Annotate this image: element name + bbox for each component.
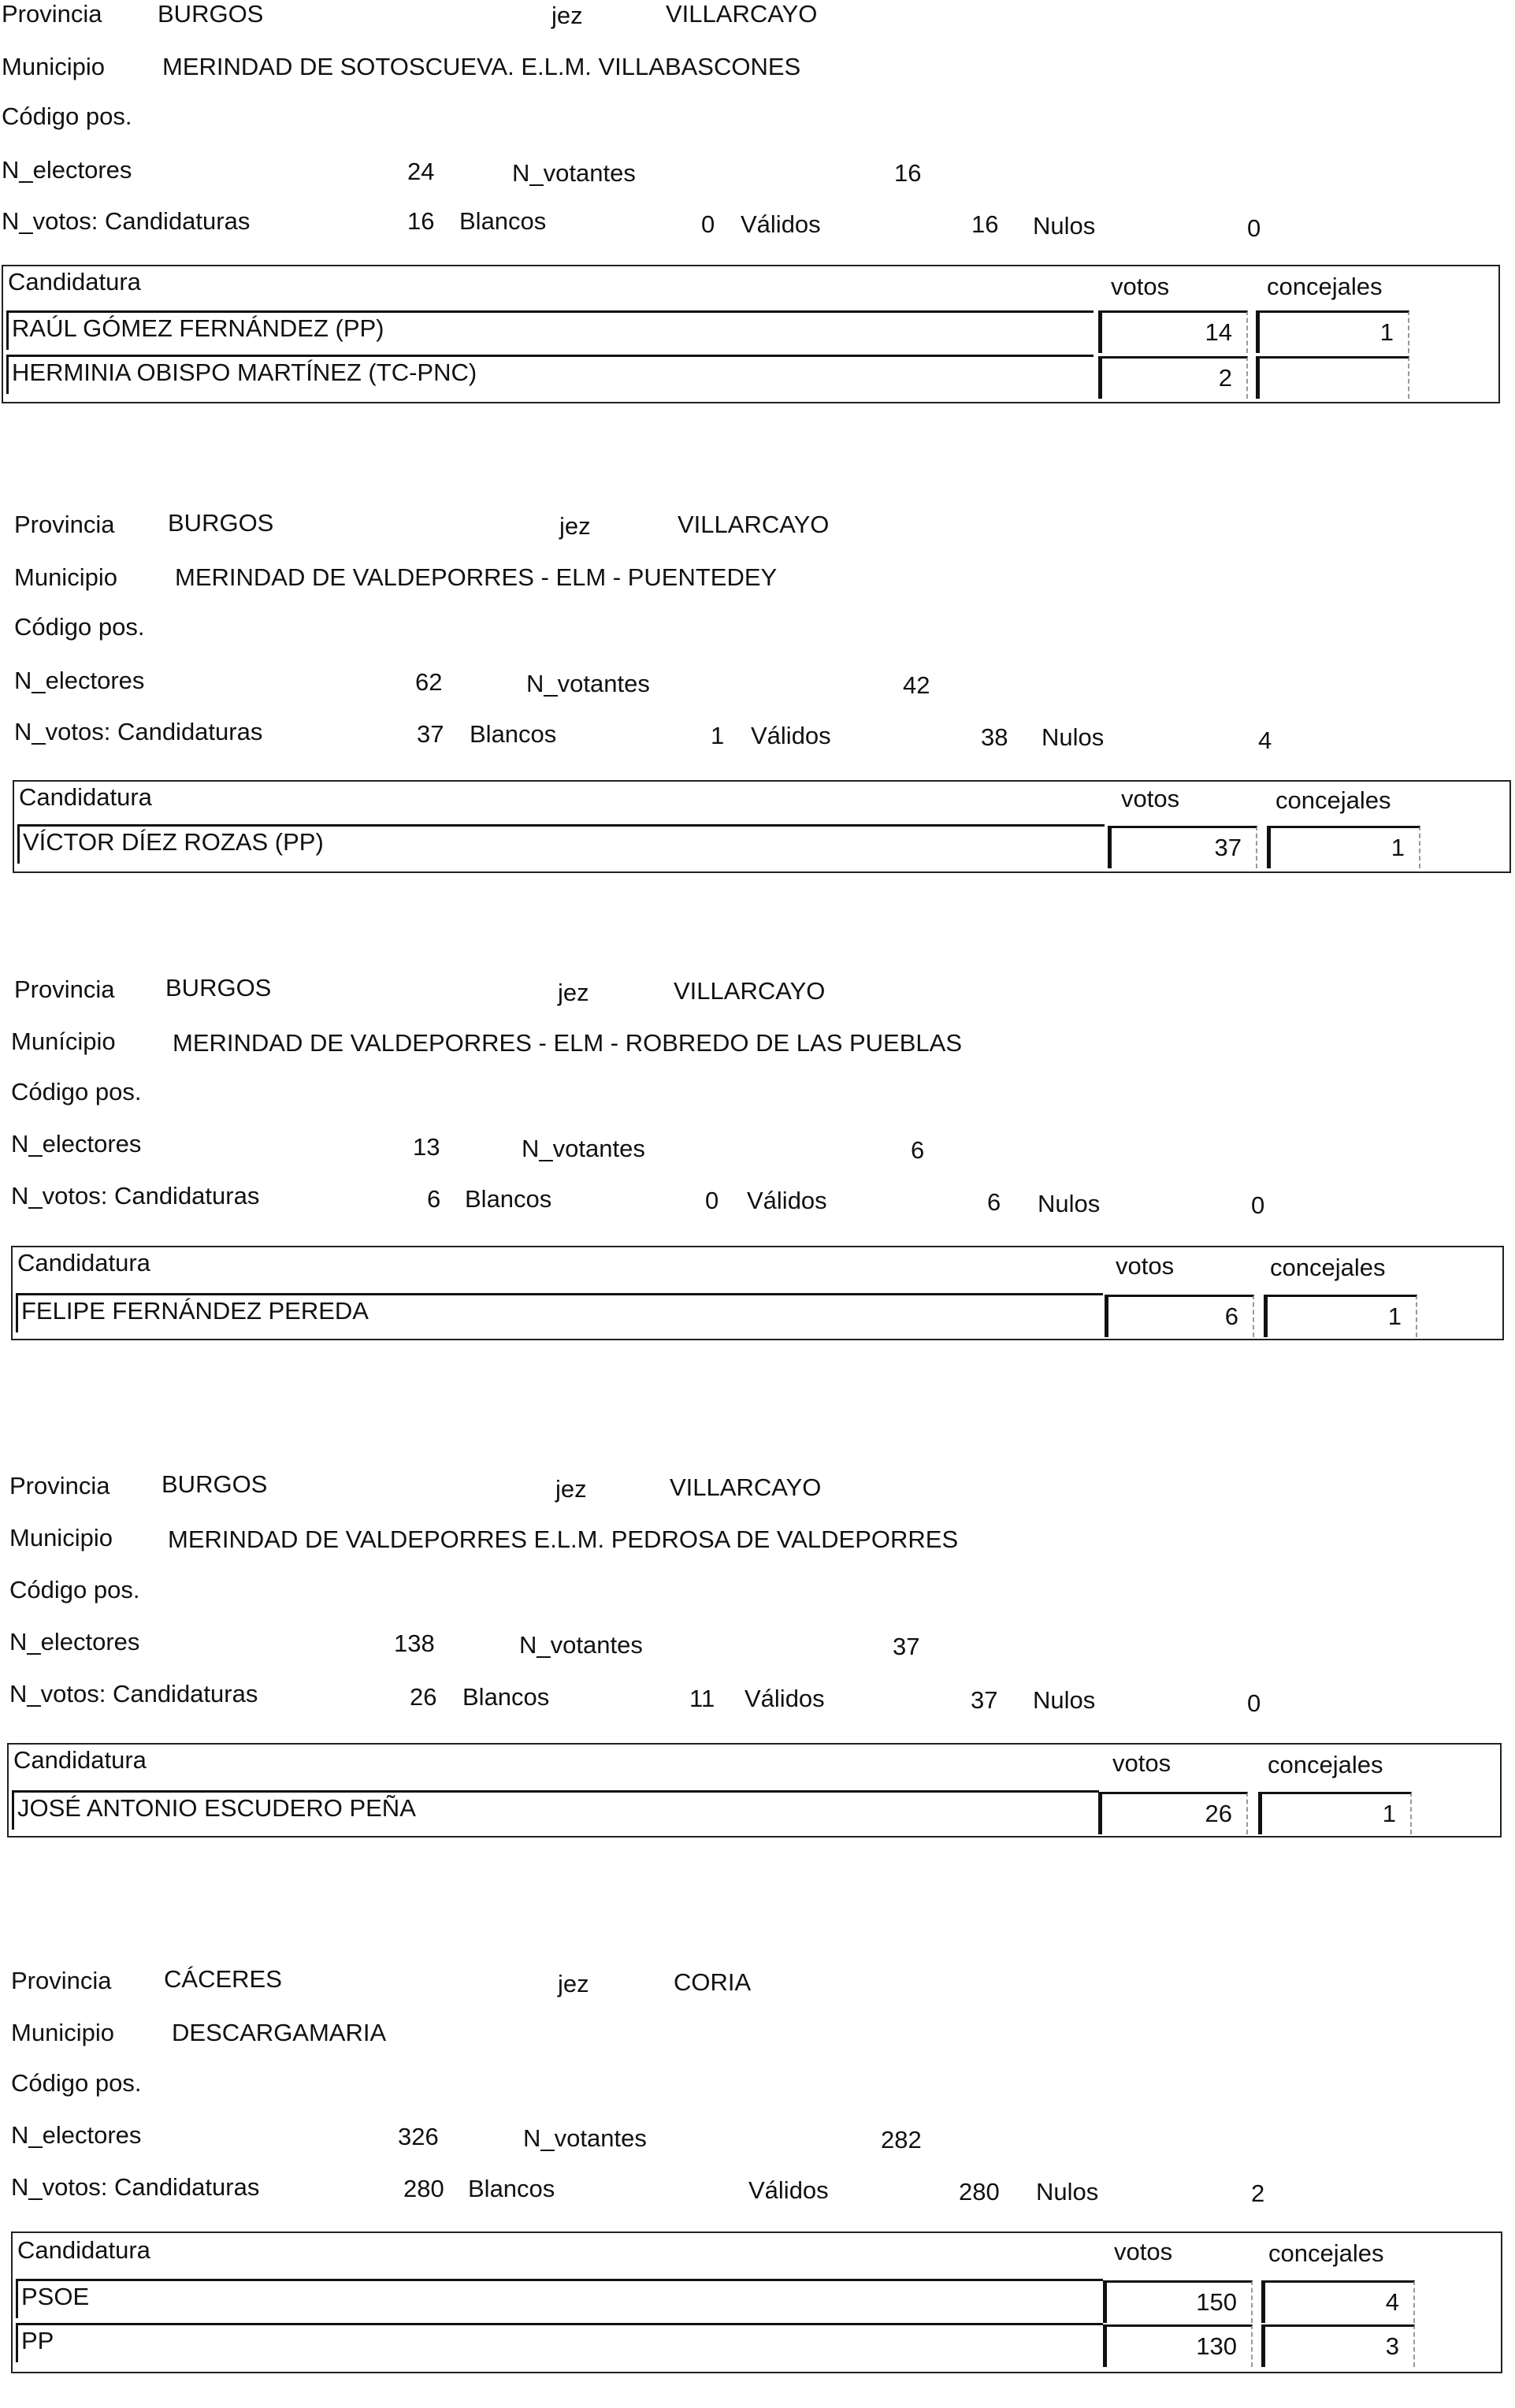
municipality-record [0,0,1515,441]
n-electores-value: 62 [415,668,443,696]
validos-label: Válidos [751,722,831,749]
blancos-label: Blancos [468,2175,555,2202]
codigo-postal-label: Código pos. [14,613,145,641]
provincia-value: CÁCERES [164,1965,282,1993]
municipio-label: Municipio [14,563,117,591]
validos-label: Válidos [747,1187,827,1214]
municipality-record [0,1967,1515,2408]
concejales-value: 3 [1261,2324,1415,2367]
candidate-name: RAÚL GÓMEZ FERNÁNDEZ (PP) [6,310,1094,350]
n-electores-label: N_electores [11,2121,142,2149]
candidatura-header: Candidatura [13,1746,147,1774]
candidate-name: PSOE [16,2279,1103,2318]
blancos-value: 0 [705,1187,719,1214]
candidaturas-value: 16 [407,207,435,235]
blancos-label: Blancos [470,720,557,748]
votos-header: votos [1121,785,1180,812]
provincia-label: Provincia [9,1472,110,1499]
nulos-label: Nulos [1042,723,1105,751]
nulos-value: 0 [1251,1191,1265,1219]
codigo-postal-label: Código pos. [2,102,132,130]
jez-value: VILLARCAYO [678,511,830,538]
provincia-value: BURGOS [162,1470,268,1498]
n-votos-label: N_votos: Candidaturas [9,1680,258,1708]
candidatura-header: Candidatura [19,783,152,811]
n-electores-label: N_electores [11,1130,142,1158]
n-electores-value: 326 [398,2123,439,2150]
provincia-value: BURGOS [168,509,274,537]
concejales-value: 1 [1264,1295,1417,1337]
validos-value: 280 [959,2178,1000,2205]
validos-value: 6 [987,1188,1001,1216]
municipio-label: Municipio [2,53,105,80]
n-electores-label: N_electores [9,1628,140,1656]
n-votantes-label: N_votantes [512,159,636,187]
n-votantes-label: N_votantes [523,2124,647,2152]
n-votos-label: N_votos: Candidaturas [2,207,251,235]
concejales-header: concejales [1268,1751,1383,1778]
votos-value: 2 [1098,356,1248,399]
jez-label: jez [558,1970,589,1997]
votos-value: 6 [1105,1295,1254,1337]
jez-label: jez [551,2,583,29]
candidaturas-value: 26 [410,1683,437,1711]
candidatura-header: Candidatura [17,1249,150,1276]
candidate-name: VÍCTOR DÍEZ ROZAS (PP) [17,824,1105,864]
n-votantes-value: 282 [881,2126,922,2153]
municipio-value: DESCARGAMARIA [172,2019,387,2046]
concejales-header: concejales [1268,2239,1384,2267]
jez-value: VILLARCAYO [674,977,826,1005]
votos-value: 37 [1108,826,1257,868]
municipio-label: Munícipio [11,1027,116,1055]
candidate-name: JOSÉ ANTONIO ESCUDERO PEÑA [12,1790,1099,1830]
municipio-label: Municipio [9,1524,113,1551]
concejales-header: concejales [1270,1254,1386,1281]
provincia-label: Provincia [2,0,102,28]
jez-label: jez [559,512,591,540]
concejales-header: concejales [1275,786,1391,814]
blancos-label: Blancos [465,1185,552,1213]
candidaturas-value: 280 [403,2175,444,2202]
nulos-value: 0 [1247,1689,1261,1717]
blancos-label: Blancos [462,1683,550,1711]
municipio-value: MERINDAD DE VALDEPORRES - ELM - PUENTEDEY [175,563,778,591]
validos-value: 38 [981,723,1008,751]
jez-value: VILLARCAYO [666,0,818,28]
nulos-label: Nulos [1036,2178,1099,2205]
validos-value: 37 [971,1686,998,1714]
candidatura-header: Candidatura [17,2236,150,2264]
blancos-value: 11 [689,1685,715,1712]
blancos-label: Blancos [459,207,547,235]
candidaturas-table [2,265,1500,403]
municipality-record [0,511,1515,952]
jez-value: CORIA [674,1968,752,1996]
concejales-value: 1 [1258,1792,1412,1834]
nulos-value: 0 [1247,214,1261,242]
concejales-value: 1 [1267,826,1420,868]
nulos-value: 4 [1258,726,1272,754]
provincia-label: Provincia [11,1967,112,1994]
nulos-label: Nulos [1033,1686,1096,1714]
blancos-value: 1 [711,722,725,749]
n-votantes-value: 6 [911,1136,925,1164]
n-electores-value: 13 [413,1133,440,1161]
codigo-postal-label: Código pos. [11,2069,142,2097]
municipio-label: Municipio [11,2019,114,2046]
jez-value: VILLARCAYO [670,1473,822,1501]
votos-header: votos [1112,1749,1172,1777]
municipality-record [0,1472,1515,1913]
candidaturas-table [7,1743,1502,1838]
n-votos-label: N_votos: Candidaturas [14,718,263,745]
provincia-value: BURGOS [158,0,264,28]
concejales-value [1256,356,1409,399]
municipio-value: MERINDAD DE VALDEPORRES E.L.M. PEDROSA DE VALDEPORRES [168,1525,959,1553]
votos-value: 130 [1103,2324,1253,2367]
candidatura-header: Candidatura [8,268,141,295]
candidaturas-value: 6 [427,1185,441,1213]
nulos-value: 2 [1251,2179,1265,2207]
votos-value: 150 [1103,2280,1253,2323]
candidate-name: HERMINIA OBISPO MARTÍNEZ (TC-PNC) [6,355,1094,394]
n-votantes-label: N_votantes [519,1631,643,1659]
nulos-label: Nulos [1033,212,1096,240]
municipio-value: MERINDAD DE VALDEPORRES - ELM - ROBREDO DE LAS PUEBLAS [173,1029,962,1057]
validos-value: 16 [971,210,999,238]
validos-label: Válidos [741,210,821,238]
municipality-record [0,975,1515,1417]
votos-header: votos [1114,2238,1173,2265]
candidate-name: PP [16,2323,1103,2362]
codigo-postal-label: Código pos. [11,1078,142,1106]
concejales-value: 4 [1261,2280,1415,2323]
candidaturas-table [13,780,1511,873]
jez-label: jez [555,1475,587,1503]
municipio-value: MERINDAD DE SOTOSCUEVA. E.L.M. VILLABASCONES [162,53,801,80]
n-votos-label: N_votos: Candidaturas [11,2173,260,2201]
provincia-value: BURGOS [165,974,272,1001]
n-electores-value: 138 [394,1629,435,1657]
n-votantes-label: N_votantes [522,1135,645,1162]
votos-header: votos [1111,273,1170,300]
n-votantes-value: 42 [903,671,930,699]
jez-label: jez [558,979,589,1006]
blancos-value: 0 [701,210,715,238]
votos-value: 14 [1098,310,1248,353]
validos-label: Válidos [745,1685,825,1712]
n-electores-value: 24 [407,158,435,185]
votos-value: 26 [1098,1792,1248,1834]
concejales-header: concejales [1267,273,1383,300]
candidaturas-table [11,1246,1504,1340]
n-electores-label: N_electores [14,667,145,694]
n-electores-label: N_electores [2,156,132,184]
votos-header: votos [1116,1252,1175,1280]
n-votantes-value: 37 [893,1633,920,1660]
n-votantes-value: 16 [894,159,922,187]
provincia-label: Provincia [14,975,115,1003]
n-votantes-label: N_votantes [526,670,650,697]
candidaturas-table [11,2231,1502,2373]
concejales-value: 1 [1256,310,1409,353]
codigo-postal-label: Código pos. [9,1576,140,1603]
validos-label: Válidos [748,2176,829,2204]
candidate-name: FELIPE FERNÁNDEZ PEREDA [16,1293,1103,1332]
n-votos-label: N_votos: Candidaturas [11,1182,260,1210]
candidaturas-value: 37 [417,720,444,748]
nulos-label: Nulos [1038,1190,1101,1217]
provincia-label: Provincia [14,511,115,538]
